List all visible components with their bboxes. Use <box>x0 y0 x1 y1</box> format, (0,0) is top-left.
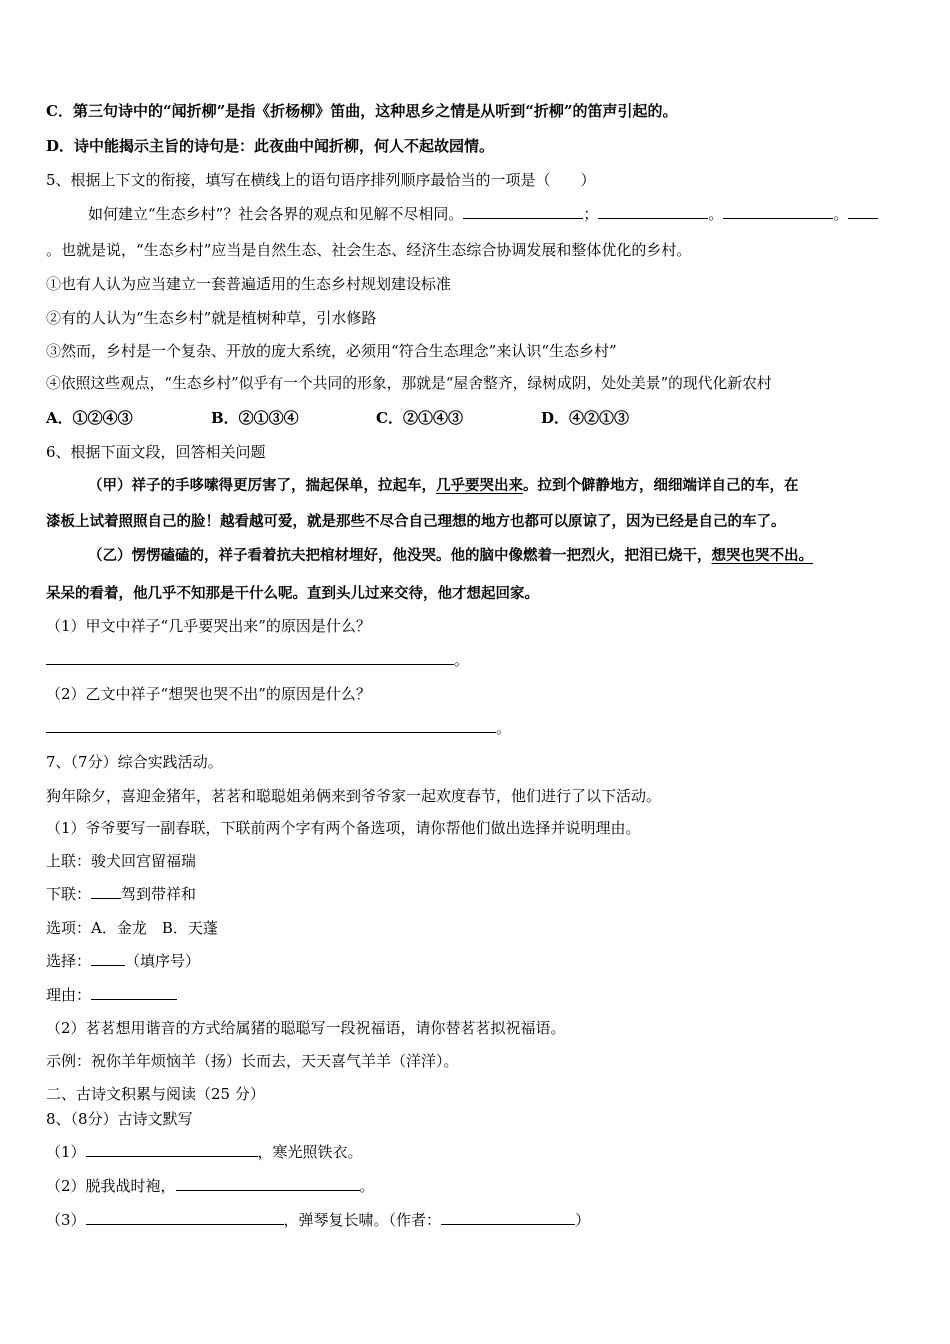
underlined-phrase: 几乎要哭出来 <box>436 477 523 494</box>
question-8-1: （1） ，寒光照铁衣。 <box>46 1143 363 1161</box>
option-c: C．第三句诗中的“闻折柳”是指《折杨柳》笛曲，这种思乡之情是从听到“折柳”的笛声引起的。 <box>46 102 678 120</box>
q5-option-a[interactable]: A．①②④③ <box>46 409 133 427</box>
author-blank[interactable] <box>441 1210 575 1225</box>
reason-line: 理由： <box>46 985 177 1005</box>
blank[interactable] <box>176 1176 360 1191</box>
answer-blank[interactable] <box>46 650 454 665</box>
blank[interactable] <box>463 204 583 219</box>
choice-line: 选择： （填序号） <box>46 952 201 970</box>
q5-option-b[interactable]: B．②①③④ <box>211 409 299 427</box>
question-8-2: （2）脱我战时袍， 。 <box>46 1177 375 1195</box>
passage-jia-1: （甲）祥子的手哆嗦得更厉害了，揣起保单，拉起车，几乎要哭出来。拉到个僻静地方，细细端详自己的车，在 <box>88 477 799 494</box>
question-5: 5、根据上下文的衔接，填写在横线上的语句语序排列顺序最恰当的一项是（ ） <box>46 171 596 189</box>
blank[interactable] <box>86 1210 284 1225</box>
question-7-2: （2）茗茗想用谐音的方式给属猪的聪聪写一段祝福语，请你替茗茗拟祝福语。 <box>46 1019 566 1037</box>
question-6: 6、根据下面文段，回答相关问题 <box>46 443 266 461</box>
blank[interactable] <box>91 884 121 899</box>
q5-option-c[interactable]: C．②①④③ <box>376 409 463 427</box>
example-line: 示例：祝你羊年烦恼羊（扬）长而去，天天喜气羊羊（洋洋）。 <box>46 1052 459 1070</box>
question-7: 7、（7分）综合实践活动。 <box>46 753 223 771</box>
question-7-1: （1）爷爷要写一副春联，下联前两个字有两个备选项，请你帮他们做出选择并说明理由。 <box>46 819 641 837</box>
sentence-2: ②有的人认为“生态乡村”就是植树种草，引水修路 <box>46 309 377 327</box>
section-2-heading: 二、古诗文积累与阅读（25 分） <box>46 1085 265 1103</box>
sentence-4: ④依照这些观点，“生态乡村”似乎有一个共同的形象，那就是“屋舍整齐，绿树成阴，处处美景”的现代化新农村 <box>46 375 772 392</box>
choice-blank[interactable] <box>91 951 125 966</box>
option-d: D．诗中能揭示主旨的诗句是：此夜曲中闻折柳，何人不起故园情。 <box>46 137 495 155</box>
q5-passage: 如何建立“生态乡村”？社会各界的观点和见解不尽相同。 ； 。 。 <box>46 204 906 224</box>
upper-couplet: 上联：骏犬回宫留福瑞 <box>46 852 197 870</box>
passage-yi-1: （乙）愣愣磕磕的，祥子看着抗夫把棺材埋好，他没哭。他的脑中像燃着一把烈火，把泪已烧干，想哭也哭不出。 <box>88 547 813 564</box>
sentence-3: ③然而，乡村是一个复杂、开放的庞大系统，必须用“符合生态理念”来认识“生态乡村” <box>46 342 617 360</box>
q5-continuation: 。也就是说，“生态乡村”应当是自然生态、社会生态、经济生态综合协调发展和整体优化的乡村。 <box>46 241 692 259</box>
blank[interactable] <box>598 204 708 219</box>
question-8: 8、（8分）古诗文默写 <box>46 1110 193 1128</box>
options-line: 选项：A．金龙 B．天蓬 <box>46 919 218 937</box>
answer-blank[interactable] <box>46 718 496 733</box>
q5-options <box>46 408 706 428</box>
q5-option-d[interactable]: D．④②①③ <box>541 409 630 427</box>
question-8-3: （3） ，弹琴复长啸。（作者： ） <box>46 1211 591 1229</box>
sentence-1: ①也有人认为应当建立一套普遍适用的生态乡村规划建设标准 <box>46 275 452 293</box>
lower-couplet: 下联： 驾到带祥和 <box>46 885 197 903</box>
passage-jia-2: 漆板上试着照照自己的脸！越看越可爱，就是那些不尽合自己理想的地方也都可以原谅了，因为已经是自己的车了。 <box>46 513 786 530</box>
question-6-2: （2）乙文中祥子“想哭也哭不出”的原因是什么？ <box>46 685 371 703</box>
question-6-1: （1）甲文中祥子“几乎要哭出来”的原因是什么？ <box>46 617 371 635</box>
blank[interactable] <box>86 1142 258 1157</box>
blank[interactable] <box>723 204 833 219</box>
q7-intro: 狗年除夕，喜迎金猪年，茗茗和聪聪姐弟俩来到爷爷家一起欢度春节，他们进行了以下活动。 <box>46 787 662 805</box>
blank[interactable] <box>848 204 878 219</box>
answer-line-6-2: 。 <box>46 718 511 738</box>
reason-blank[interactable] <box>91 985 177 1000</box>
underlined-phrase: 想哭也哭不出。 <box>711 547 813 564</box>
passage-yi-2: 呆呆的看着，他几乎不知那是干什么呢。直到头儿过来交待，他才想起回家。 <box>46 585 539 602</box>
answer-line-6-1: 。 <box>46 650 469 670</box>
q5-lead: 如何建立“生态乡村”？社会各界的观点和见解不尽相同。 <box>88 205 464 223</box>
